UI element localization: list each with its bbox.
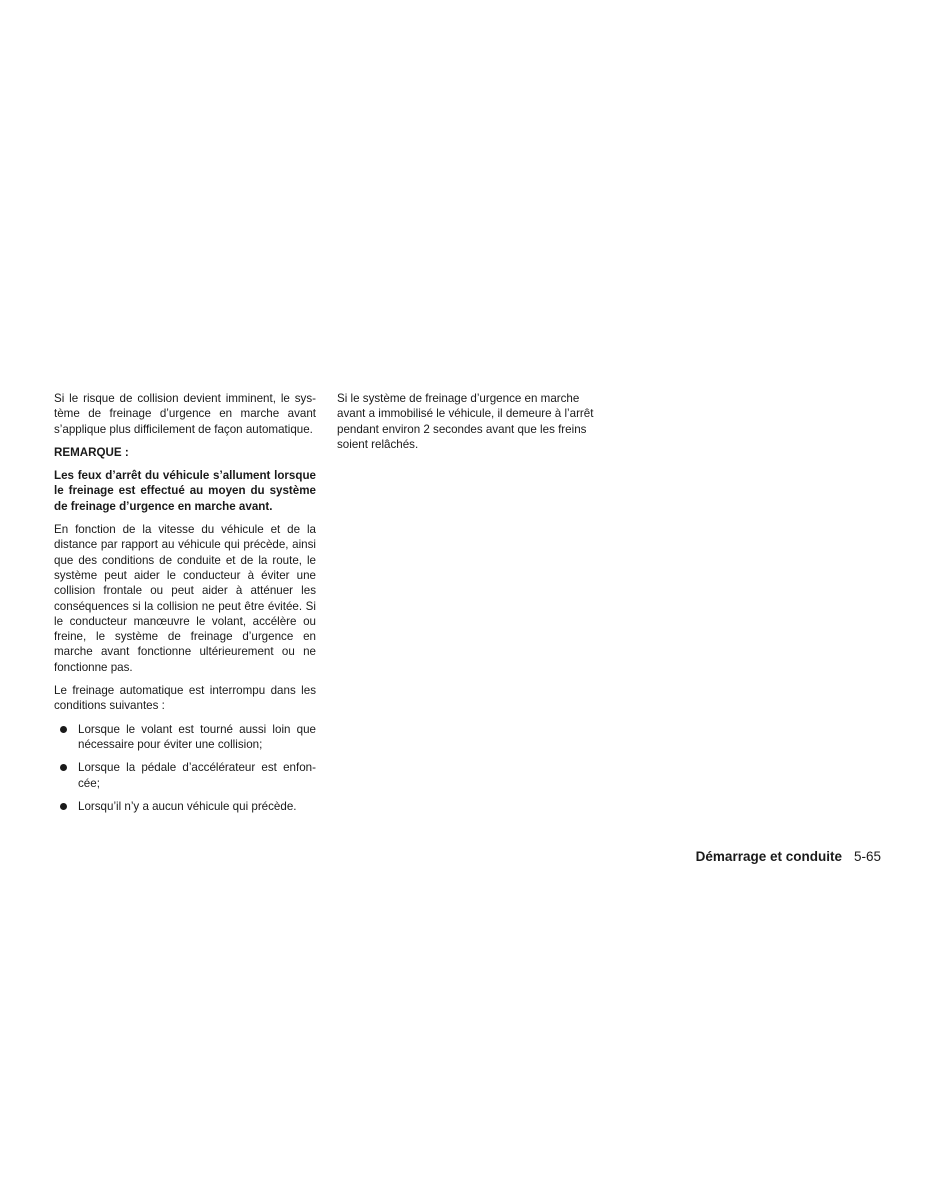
right-column [337, 391, 599, 460]
bullet-icon [60, 726, 67, 733]
intro-paragraph: Si le risque de collision devient imminent, le système de freinage d’urgence en marche avant s’applique plus difficilement de façon automatique. [54, 392, 316, 436]
page-footer [696, 849, 881, 865]
list-item [54, 760, 316, 791]
list-item-text: Lorsque la pédale d’accélérateur est enfoncée; [78, 761, 316, 790]
bullet-icon [60, 803, 67, 810]
note-heading: REMARQUE : [54, 445, 129, 459]
conditions-list [54, 722, 316, 814]
left-column [54, 391, 316, 822]
stop-paragraph: Si le système de freinage d’urgence en marche avant a immobilisé le véhicule, il demeure à l’arrêt pendant environ 2 secondes avant que les freins soient relâchés. [337, 392, 594, 451]
bullet-icon [60, 764, 67, 771]
list-item-text: Lorsqu’il n’y a aucun véhicule qui précède. [78, 799, 297, 813]
section-title: Démarrage et conduite [695, 849, 842, 864]
page-number: 5-65 [853, 849, 881, 864]
speed-paragraph: En fonction de la vitesse du véhicule et de la distance par rapport au véhicule qui précède, ainsi que des conditions de conduite et de la route, le système peut aider le conducteur à éviter une collision frontale ou peut aider à atténuer les conséquences si la collision ne peut être évitée. Si le conducteur manœuvre le volant, accélère ou freine, le système de freinage d’urgence en marche avant fonctionne ultérieurement ou ne fonctionne pas. [54, 523, 316, 674]
interrupt-paragraph: Le freinage automatique est interrompu dans les conditions suivantes : [54, 684, 316, 713]
list-item [54, 799, 316, 814]
list-item [54, 722, 316, 753]
note-body: Les feux d’arrêt du véhicule s’allument lorsque le freinage est effectué au moyen du système de freinage d’urgence en marche avant. [54, 469, 316, 513]
list-item-text: Lorsque le volant est tourné aussi loin que nécessaire pour éviter une collision; [78, 722, 316, 751]
